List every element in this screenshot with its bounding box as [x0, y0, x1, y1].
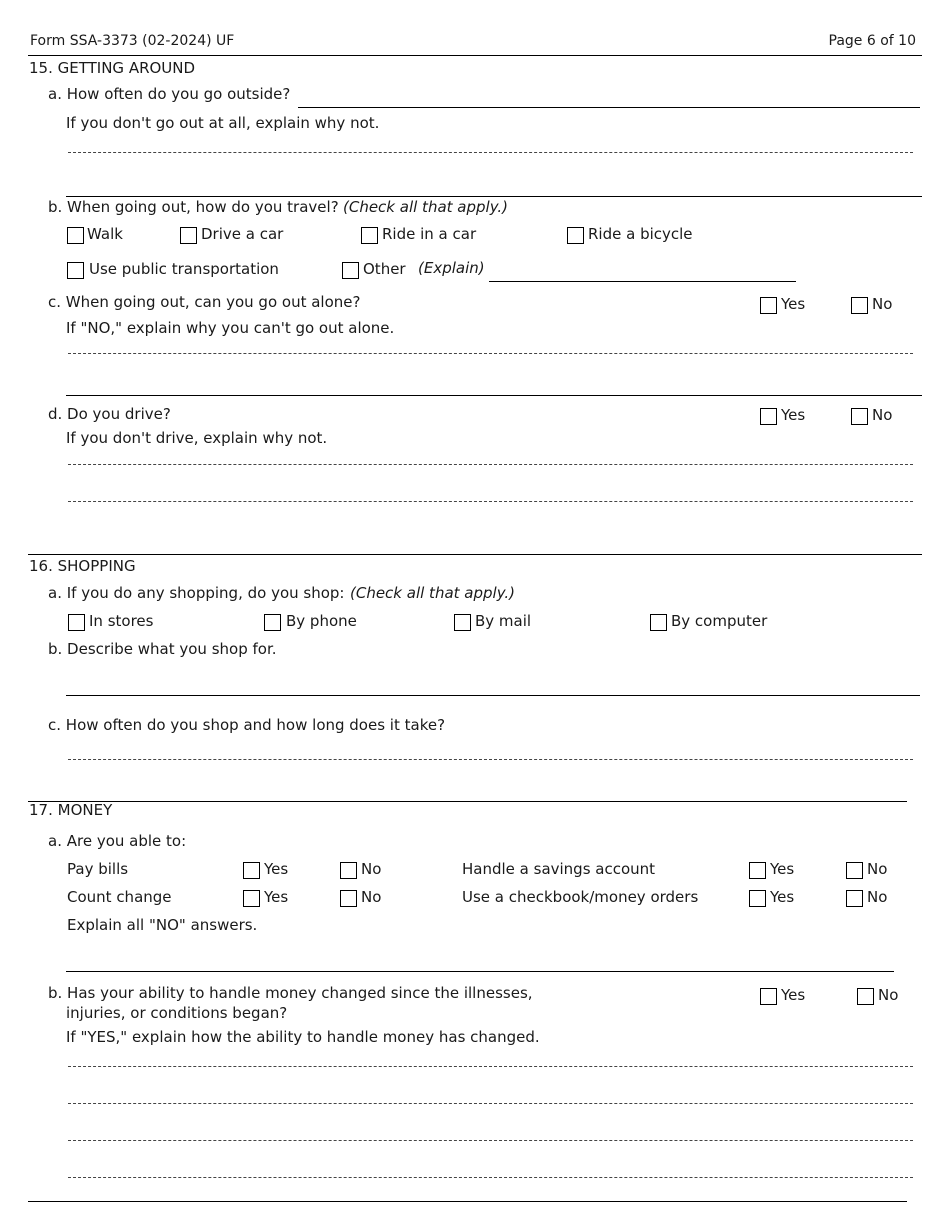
q15c-yes-checkbox[interactable] — [760, 297, 777, 314]
header-rule — [28, 55, 922, 56]
q15c-yes-label: Yes — [781, 295, 806, 313]
q15c-sub-label: If "NO," explain why you can't go out alone. — [66, 319, 395, 337]
section-16-rule — [28, 801, 907, 802]
checkbook-yes-checkbox[interactable] — [749, 890, 766, 907]
ride-car-label: Ride in a car — [382, 225, 477, 243]
by-phone-checkbox[interactable] — [264, 614, 281, 631]
savings-no-checkbox[interactable] — [846, 862, 863, 879]
public-transport-label: Use public transportation — [89, 260, 279, 278]
q15a-sub-label: If you don't go out at all, explain why not. — [66, 114, 380, 132]
q16c-label: c. How often do you shop and how long does it take? — [48, 716, 446, 734]
q17b-label-line2: injuries, or conditions began? — [66, 1004, 288, 1022]
form-id: Form SSA-3373 (02-2024) UF — [30, 33, 235, 49]
q17b-yes-label: Yes — [781, 986, 806, 1004]
in-stores-checkbox[interactable] — [68, 614, 85, 631]
count-change-yes-label: Yes — [264, 888, 289, 906]
walk-checkbox[interactable] — [67, 227, 84, 244]
by-mail-checkbox[interactable] — [454, 614, 471, 631]
q15a-answer-line[interactable] — [298, 107, 920, 108]
q17b-explain-line-3[interactable] — [68, 1140, 913, 1141]
in-stores-label: In stores — [89, 612, 154, 630]
savings-yes-checkbox[interactable] — [749, 862, 766, 879]
page-number: Page 6 of 10 — [828, 33, 916, 49]
q17a-label: a. Are you able to: — [48, 832, 187, 850]
pay-bills-yes-label: Yes — [264, 860, 289, 878]
checkbook-yes-label: Yes — [770, 888, 795, 906]
q15c-explain-line[interactable] — [68, 353, 913, 354]
drive-car-checkbox[interactable] — [180, 227, 197, 244]
q17b-explain-line-4[interactable] — [68, 1177, 913, 1178]
pay-bills-label: Pay bills — [67, 860, 129, 878]
by-computer-checkbox[interactable] — [650, 614, 667, 631]
bicycle-checkbox[interactable] — [567, 227, 584, 244]
q16a-note: (Check all that apply.) — [350, 584, 516, 602]
pay-bills-no-label: No — [361, 860, 382, 878]
q15d-explain-line-2[interactable] — [68, 501, 913, 502]
savings-no-label: No — [867, 860, 888, 878]
q15d-no-checkbox[interactable] — [851, 408, 868, 425]
pay-bills-no-checkbox[interactable] — [340, 862, 357, 879]
checkbook-no-label: No — [867, 888, 888, 906]
savings-label: Handle a savings account — [462, 860, 656, 878]
section-17-rule — [28, 1201, 907, 1202]
q17b-sub-label: If "YES," explain how the ability to handle money has changed. — [66, 1028, 540, 1046]
q15c-label: c. When going out, can you go out alone? — [48, 293, 361, 311]
other-checkbox[interactable] — [342, 262, 359, 279]
q15c-no-label: No — [872, 295, 893, 313]
count-change-yes-checkbox[interactable] — [243, 890, 260, 907]
section-15-rule — [28, 554, 922, 555]
q16c-answer-line[interactable] — [68, 759, 913, 760]
bicycle-label: Ride a bicycle — [588, 225, 693, 243]
other-label: Other — [363, 260, 406, 278]
q17b-yes-checkbox[interactable] — [760, 988, 777, 1005]
q15c-separator — [66, 395, 922, 396]
by-computer-label: By computer — [671, 612, 768, 630]
checkbook-no-checkbox[interactable] — [846, 890, 863, 907]
q17a-explain-line[interactable] — [66, 971, 894, 972]
other-explain-line[interactable] — [489, 281, 796, 282]
by-phone-label: By phone — [286, 612, 357, 630]
q17b-explain-line-1[interactable] — [68, 1066, 913, 1067]
checkbook-label: Use a checkbook/money orders — [462, 888, 699, 906]
q16a-label: a. If you do any shopping, do you shop: — [48, 584, 345, 602]
count-change-label: Count change — [67, 888, 172, 906]
q17b-label-line1: b. Has your ability to handle money changed since the illnesses, — [48, 984, 533, 1002]
other-explain-label: (Explain) — [418, 259, 485, 277]
section-16-title: 16. SHOPPING — [29, 557, 136, 575]
q17b-no-label: No — [878, 986, 899, 1004]
q15a-separator — [66, 196, 922, 197]
by-mail-label: By mail — [475, 612, 532, 630]
savings-yes-label: Yes — [770, 860, 795, 878]
q16b-answer-line[interactable] — [66, 695, 920, 696]
q15b-note: (Check all that apply.) — [343, 198, 509, 216]
q16b-label: b. Describe what you shop for. — [48, 640, 277, 658]
q15d-yes-checkbox[interactable] — [760, 408, 777, 425]
q17b-explain-line-2[interactable] — [68, 1103, 913, 1104]
walk-label: Walk — [87, 225, 123, 243]
q17a-explain-label: Explain all "NO" answers. — [67, 916, 258, 934]
q15a-explain-line[interactable] — [68, 152, 913, 153]
q15d-yes-label: Yes — [781, 406, 806, 424]
q17b-no-checkbox[interactable] — [857, 988, 874, 1005]
count-change-no-checkbox[interactable] — [340, 890, 357, 907]
q15d-label: d. Do you drive? — [48, 405, 171, 423]
q15d-explain-line-1[interactable] — [68, 464, 913, 465]
count-change-no-label: No — [361, 888, 382, 906]
q15c-no-checkbox[interactable] — [851, 297, 868, 314]
section-15-title: 15. GETTING AROUND — [29, 59, 196, 77]
pay-bills-yes-checkbox[interactable] — [243, 862, 260, 879]
section-17-title: 17. MONEY — [29, 801, 113, 819]
drive-car-label: Drive a car — [201, 225, 284, 243]
q15a-label: a. How often do you go outside? — [48, 85, 291, 103]
q15d-no-label: No — [872, 406, 893, 424]
public-transport-checkbox[interactable] — [67, 262, 84, 279]
ride-car-checkbox[interactable] — [361, 227, 378, 244]
q15b-label: b. When going out, how do you travel? — [48, 198, 339, 216]
q15d-sub-label: If you don't drive, explain why not. — [66, 429, 328, 447]
